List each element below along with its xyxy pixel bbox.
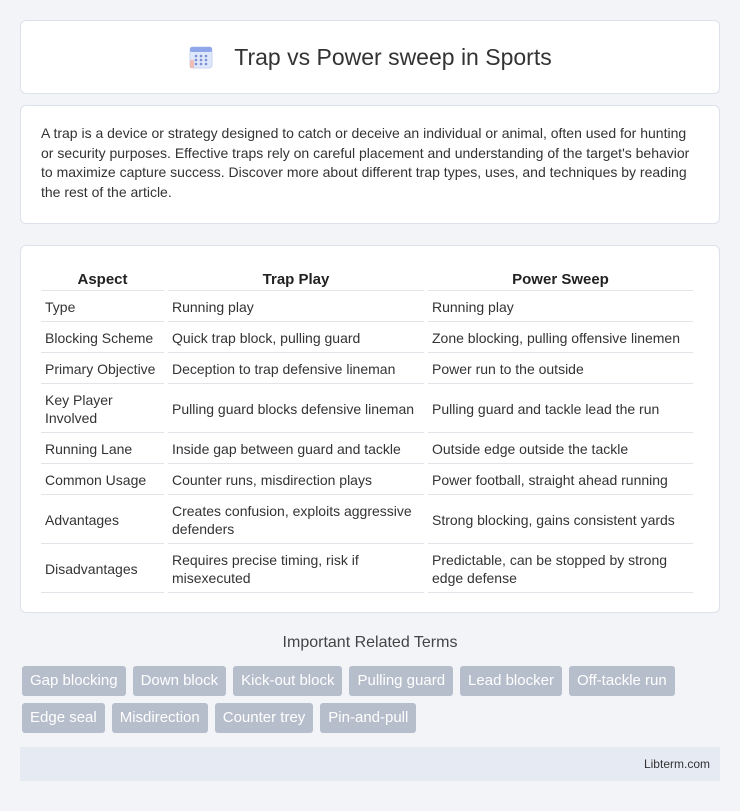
term-chip-edge-seal[interactable]: Edge seal — [22, 703, 105, 733]
footer-site-link[interactable]: Libterm.com — [643, 757, 710, 771]
comparison-table-card — [20, 245, 720, 613]
term-chip-gap-blocking[interactable]: Gap blocking — [22, 666, 126, 696]
term-chip-kick-out-block[interactable]: Kick-out block — [233, 666, 342, 696]
table-cell: Disadvantages — [41, 546, 164, 593]
table-cell: Running Lane — [41, 435, 164, 464]
table-cell: Counter runs, misdirection plays — [168, 466, 424, 495]
column-header-aspect: Aspect — [41, 268, 164, 291]
table-cell: Primary Objective — [41, 355, 164, 384]
table-cell: Power run to the outside — [428, 355, 693, 384]
column-header-trap-play: Trap Play — [168, 268, 424, 291]
term-chip-down-block[interactable]: Down block — [133, 666, 227, 696]
related-terms-list — [22, 666, 722, 733]
table-cell: Running play — [428, 293, 693, 322]
table-cell: Pulling guard blocks defensive lineman — [168, 386, 424, 433]
table-cell: Blocking Scheme — [41, 324, 164, 353]
term-chip-off-tackle-run[interactable]: Off-tackle run — [569, 666, 675, 696]
table-row — [41, 355, 693, 384]
table-cell: Predictable, can be stopped by strong edge defense — [428, 546, 693, 593]
table-row — [41, 293, 693, 322]
table-cell: Outside edge outside the tackle — [428, 435, 693, 464]
calendar-grid-icon — [188, 44, 214, 70]
table-cell: Deception to trap defensive lineman — [168, 355, 424, 384]
table-cell: Strong blocking, gains consistent yards — [428, 497, 693, 544]
table-cell: Common Usage — [41, 466, 164, 495]
term-chip-counter-trey[interactable]: Counter trey — [215, 703, 314, 733]
table-cell: Pulling guard and tackle lead the run — [428, 386, 693, 433]
title-wrap — [188, 44, 551, 71]
table-cell: Inside gap between guard and tackle — [168, 435, 424, 464]
page-title: Trap vs Power sweep in Sports — [234, 43, 552, 70]
intro-text: A trap is a device or strategy designed to catch or deceive an individual or animal, often used for hunting or security purposes. Effective traps rely on careful placement and understanding of the target's behavior to maximize capture success. Discover more about different trap types, uses, and techniques by reading the rest of the article. — [41, 125, 690, 200]
table-header-row — [41, 268, 693, 291]
table-row — [41, 497, 693, 544]
table-row — [41, 546, 693, 593]
table-cell: Key Player Involved — [41, 386, 164, 433]
table-cell: Type — [41, 293, 164, 322]
term-chip-pulling-guard[interactable]: Pulling guard — [349, 666, 453, 696]
table-row — [41, 466, 693, 495]
footer — [20, 747, 720, 781]
table-cell: Requires precise timing, risk if misexecuted — [168, 546, 424, 593]
table-cell: Power football, straight ahead running — [428, 466, 693, 495]
table-cell: Quick trap block, pulling guard — [168, 324, 424, 353]
comparison-table — [37, 266, 697, 595]
term-chip-lead-blocker[interactable]: Lead blocker — [460, 666, 562, 696]
table-row — [41, 324, 693, 353]
term-chip-misdirection[interactable]: Misdirection — [112, 703, 208, 733]
column-header-power-sweep: Power Sweep — [428, 268, 693, 291]
header-card — [20, 20, 720, 94]
intro-card — [20, 105, 720, 224]
table-row — [41, 435, 693, 464]
table-cell: Creates confusion, exploits aggressive defenders — [168, 497, 424, 544]
table-row — [41, 386, 693, 433]
table-cell: Zone blocking, pulling offensive linemen — [428, 324, 693, 353]
table-cell: Running play — [168, 293, 424, 322]
term-chip-pin-and-pull[interactable]: Pin-and-pull — [320, 703, 416, 733]
table-cell: Advantages — [41, 497, 164, 544]
related-terms-heading: Important Related Terms — [282, 634, 458, 651]
